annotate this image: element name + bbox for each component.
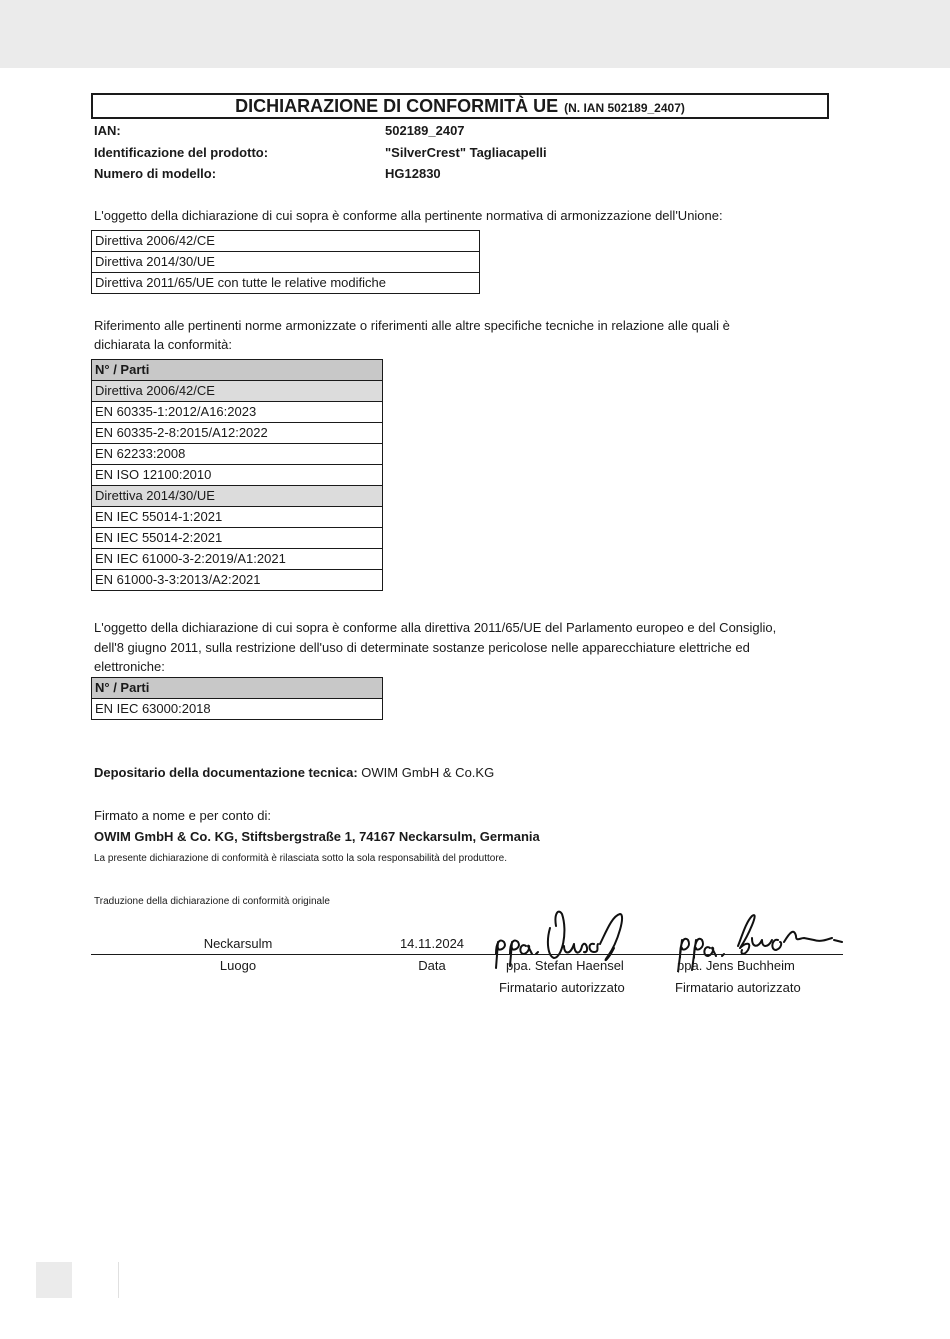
- date-label: Data: [418, 958, 446, 973]
- model-label: Numero di modello:: [94, 166, 217, 181]
- standard-row: EN ISO 12100:2010: [92, 465, 383, 486]
- signature-date: 14.11.2024: [399, 936, 465, 951]
- standard-row: EN IEC 61000-3-2:2019/A1:2021: [92, 549, 383, 570]
- footer-divider: [118, 1262, 119, 1298]
- standard-row: EN IEC 55014-1:2021: [92, 507, 383, 528]
- ian-value: 502189_2407: [385, 123, 465, 138]
- signer1-name: ppa. Stefan Haensel: [506, 958, 624, 973]
- standard-row: EN 60335-1:2012/A16:2023: [92, 402, 383, 423]
- intro-rohs-line3: elettroniche:: [94, 659, 165, 674]
- signer1-role: Firmatario autorizzato: [499, 980, 625, 995]
- signer2-role: Firmatario autorizzato: [675, 980, 801, 995]
- signature-line: [91, 954, 843, 955]
- company-address: OWIM GmbH & Co. KG, Stiftsbergstraße 1, 74167 Neckarsulm, Germania: [94, 829, 540, 844]
- directives-table: [91, 230, 480, 294]
- rohs-header: N° / Parti: [92, 678, 383, 699]
- title-main: DICHIARAZIONE DI CONFORMITÀ UE: [235, 96, 559, 116]
- directive-row: Direttiva 2014/30/UE: [92, 252, 480, 273]
- rohs-table: [91, 677, 383, 720]
- intro-standards-line2: dichiarata la conformità:: [94, 337, 233, 352]
- title-ian: (N. IAN 502189_2407): [564, 101, 685, 115]
- standard-row: EN 61000-3-3:2013/A2:2021: [92, 570, 383, 591]
- rohs-row: EN IEC 63000:2018: [92, 699, 383, 720]
- model-value: HG12830: [385, 166, 441, 181]
- product-value: "SilverCrest" Tagliacapelli: [385, 145, 547, 160]
- standards-table: [91, 359, 383, 591]
- depositary-line: [94, 765, 494, 780]
- intro-standards-line1: Riferimento alle pertinenti norme armonizzate o riferimenti alle altre specifiche tecniche in relazione alle quali è: [94, 318, 730, 333]
- standards-header: N° / Parti: [92, 360, 383, 381]
- standard-group-row: Direttiva 2014/30/UE: [92, 486, 383, 507]
- intro-harmonisation: L'oggetto della dichiarazione di cui sopra è conforme alla pertinente normativa di armonizzazione dell'Unione:: [94, 208, 723, 223]
- signed-for: Firmato a nome e per conto di:: [94, 808, 272, 823]
- ian-label: IAN:: [94, 123, 121, 138]
- translation-note: Traduzione della dichiarazione di conformità originale: [94, 896, 330, 907]
- depositary-value: OWIM GmbH & Co.KG: [361, 765, 495, 780]
- standard-row: EN 60335-2-8:2015/A12:2022: [92, 423, 383, 444]
- page-number-box: [36, 1262, 72, 1298]
- product-label: Identificazione del prodotto:: [94, 145, 269, 160]
- place-label: Luogo: [219, 958, 257, 973]
- standard-row: EN IEC 55014-2:2021: [92, 528, 383, 549]
- standard-row: EN 62233:2008: [92, 444, 383, 465]
- top-band: [0, 0, 950, 68]
- document-title: [91, 93, 829, 119]
- directive-row: Direttiva 2006/42/CE: [92, 231, 480, 252]
- signer2-name: ppa. Jens Buchheim: [677, 958, 795, 973]
- signature-place: Neckarsulm: [203, 936, 273, 951]
- depositary-label: Depositario della documentazione tecnica:: [94, 765, 358, 780]
- intro-rohs-line2: dell'8 giugno 2011, sulla restrizione dell'uso di determinate sostanze pericolose nelle apparecchiature elettriche ed: [94, 640, 750, 655]
- responsibility-note: La presente dichiarazione di conformità è rilasciata sotto la sola responsabilità del produttore.: [94, 853, 508, 864]
- directive-row: Direttiva 2011/65/UE con tutte le relative modifiche: [92, 273, 480, 294]
- intro-rohs-line1: L'oggetto della dichiarazione di cui sopra è conforme alla direttiva 2011/65/UE del Parlamento europeo e del Consiglio,: [94, 620, 777, 635]
- standard-group-row: Direttiva 2006/42/CE: [92, 381, 383, 402]
